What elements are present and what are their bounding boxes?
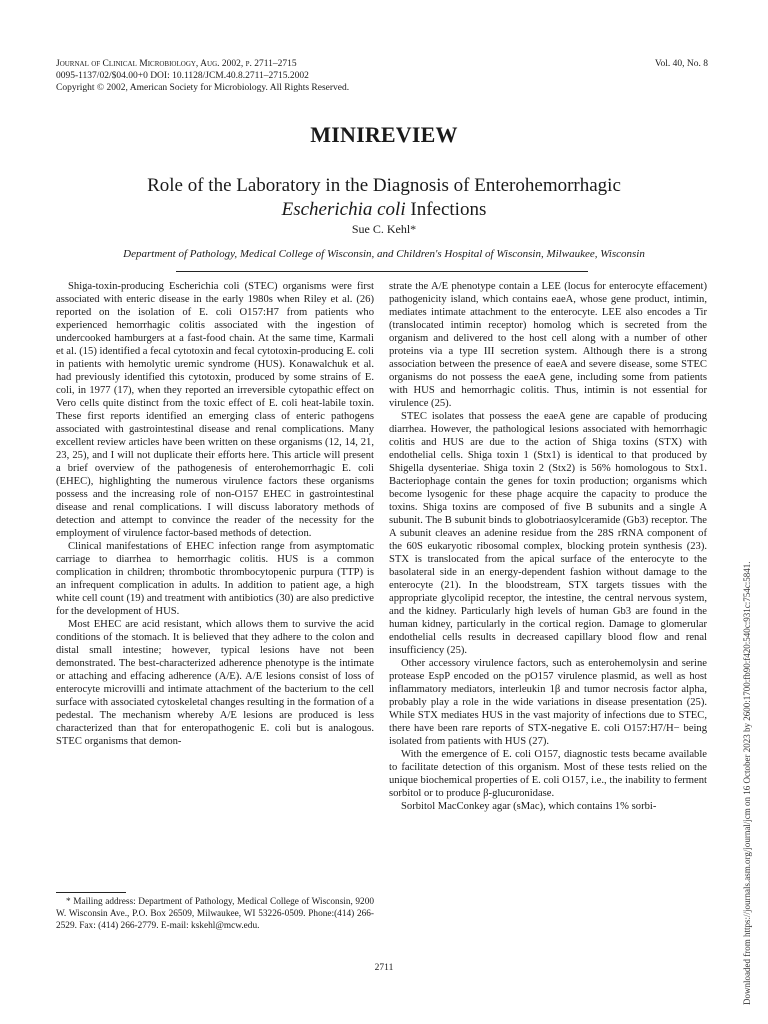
volume-number: Vol. 40, No. 8 <box>654 59 708 69</box>
body-paragraph: STEC isolates that possess the eaeA gene are capable of producing diarrhea. However, the pathological lesions associated with hemorrhagic colitis and HUS are due to the action of Shiga toxins (STX) with endothelial cells. Shiga toxin 1 (Stx1) is identical to that produced by Shigella dysenteriae. Shiga toxin 2 (Stx2) is 56% homologous to Stx1. Bacteriophage contain the genes for toxin production; organisms which become lysogenic for these phage acquire the capacity to produce the toxins. Shiga toxins are composed of five B subunits and a single A subunit. The B subunit binds to globotriaosylceramide (Gb3) receptor. The A subunit cleaves an adenine residue from the 28S rRNA component of the 60S eukaryotic ribosomal complex, blocking protein synthesis (23). STX is translocated from the apical surface of the enterocyte to the basolateral side in an energy-dependent fashion without damage to the enterocyte (21). In the bloodstream, STX targets tissues with the appropriate glycolipid receptor, the intestine, the central nervous system, and the kidney. Particularly high levels of human Gb3 are found in the human kidney, particularly in the cortical region. Damage to glomerular endothelial cells results in decreased capillary blood flow and renal insufficiency (25). <box>389 411 707 656</box>
body-paragraph: With the emergence of E. coli O157, diagnostic tests became available to facilitate detection of this organism. Most of these tests relied on the unique biochemical properties of E. coli O157, i.e., the inability to ferment sorbitol or to produce β-glucuronidase. <box>389 749 707 799</box>
journal-citation: Journal of Clinical Microbiology, Aug. 2002, p. 2711–2715 <box>56 59 297 69</box>
title-line-1: Role of the Laboratory in the Diagnosis of Enterohemorrhagic <box>147 175 621 196</box>
header-rule <box>176 271 588 272</box>
author-affiliation: Department of Pathology, Medical College of Wisconsin, and Children's Hospital of Wisconsin, Milwaukee, Wisconsin <box>123 248 645 260</box>
article-title <box>0 174 768 222</box>
download-sidebar-link[interactable]: Downloaded from https://journals.asm.org/journal/jcm on 16 October 2023 by 2600:1700:fb90:f420:540c:931c:754c:5841. <box>742 561 752 1005</box>
body-paragraph: Most EHEC are acid resistant, which allows them to survive the acid conditions of the stomach. It is believed that they adhere to the colon and distal small intestine; however, typical lesions have not been demonstrated. The best-characterized adherence phenotype is the intimate or attaching and effacing adherence (A/E). A/E lesions consist of loss of enterocyte microvilli and intimate attachment of the bacterium to the cell surface with associated cytoskeletal changes resulting in the formation of a pedestal. The mechanism whereby A/E lesions are produced is less characterized than that for enteropathogenic E. coli but is analogous. STEC organisms that demon- <box>56 619 374 747</box>
footnote-rule <box>56 892 126 893</box>
title-line-2 <box>0 198 768 222</box>
body-paragraph: Clinical manifestations of EHEC infection range from asymptomatic carriage to diarrhea to hemorrhagic colitis. HUS is a common complication in children; thrombotic thrombocytopenic purpura (TTP) is an infrequent complication in adults. In addition to patient age, a high white cell count (19) and treatment with antibiotics (30) are also predictive for the development of HUS. <box>56 541 374 617</box>
title-rest-part: Infections <box>405 199 487 220</box>
body-paragraph: Shiga-toxin-producing Escherichia coli (STEC) organisms were first associated with enteric disease in the early 1980s when Riley et al. (26) reported on the isolation of E. coli O157:H7 from patients who experienced hemorrhagic colitis associated with the ingestion of undercooked hamburgers at a fast-food chain. At the same time, Karmali et al. (15) identified a fecal cytotoxin and fecal cytotoxin-producing E. coli in patients with hemolytic uremic syndrome (HUS). Konawalchuk et al. had previously identified this cytotoxin, produced by some strains of E. coli, in 1977 (17), when they reported an irreversible cytopathic effect on Vero cells quite distinct from the toxic effect of E. coli heat-labile toxin. These first reports identified an emerging class of enteric pathogens associated with gastrointestinal disease and renal complications. Many excellent review articles have been written on these organisms (12, 14, 21, 23, 25), and I will not duplicate their efforts here. This article will present a brief overview of the pathogenesis of enterohemorrhagic E. coli (EHEC), highlighting the numerous virulence factors these organisms possess and the increasing role of non-O157 EHEC in gastrointestinal disease and renal complications. I will discuss laboratory methods of detection and attempt to convince the reader of the necessity for the employment of virulence factor-based methods of detection. <box>56 281 374 539</box>
page-number: 2711 <box>374 963 394 973</box>
journal-header <box>56 58 708 94</box>
article-type: MINIREVIEW <box>310 122 458 147</box>
body-paragraph: Other accessory virulence factors, such as enterohemolysin and serine protease EspP encoded on the pO157 virulence plasmid, as well as host inflammatory mediators, interleukin 1β and tumor necrosis factor alpha, probably play a role in the wide variations in disease presentation (25). While STX mediates HUS in the vast majority of infections due to STEC, there have been rare reports of STX-negative E. coli O157:H7/H− being isolated from patients with HUS (27). <box>389 658 707 747</box>
body-paragraph: Sorbitol MacConkey agar (sMac), which contains 1% sorbi- <box>401 801 657 812</box>
footnote-mailing-address: * Mailing address: Department of Pathology, Medical College of Wisconsin, 9200 W. Wisconsin Ave., P.O. Box 26509, Milwaukee, WI 53226-0509. Phone:(414) 266-2529. Fax: (414) 266-2779. E-mail: kskehl@mcw.edu. <box>56 897 374 931</box>
left-column <box>56 280 374 748</box>
right-column <box>389 280 707 813</box>
title-italic-part: Escherichia coli <box>281 199 406 220</box>
body-paragraph: strate the A/E phenotype contain a LEE (locus for enterocyte effacement) pathogenicity island, which contains eaeA, whose gene product, intimin, mediates intimate attachment to the enterocyte. LEE also encodes a Tir (translocated intimin receptor) homolog which is secreted from the organism and delivered to the host cell along with a number of other proteins via a type III secretion system. Although there is a strong association between the presence of eaeA and severe disease, some STEC organisms do not possess the eaeA gene, including some from patients with HUS and hemorrhagic colitis. Thus, intimin is not essential for virulence (25). <box>389 281 707 409</box>
copyright-line: Copyright © 2002, American Society for Microbiology. All Rights Reserved. <box>56 83 350 93</box>
author-name: Sue C. Kehl* <box>351 222 417 236</box>
issn-doi: 0095-1137/02/$04.00+0 DOI: 10.1128/JCM.40.8.2711–2715.2002 <box>56 71 309 81</box>
